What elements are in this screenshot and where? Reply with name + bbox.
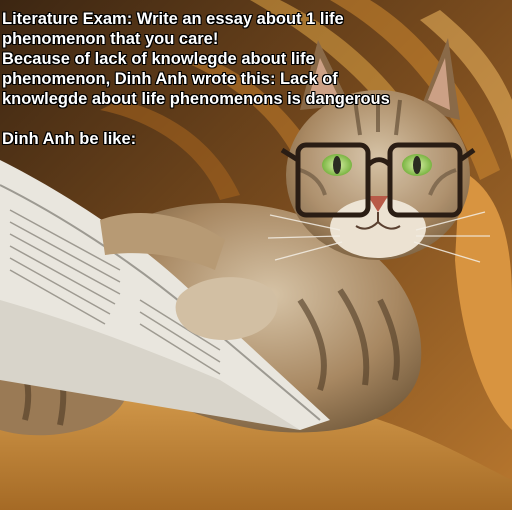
caption-line-2: phenomenon that you care! bbox=[2, 30, 219, 48]
caption-line-4: phenomenon, Dinh Anh wrote this: Lack of bbox=[2, 70, 338, 88]
caption-line-6: Dinh Anh be like: bbox=[2, 130, 137, 148]
caption-line-5: knowlegde about life phenomenons is dangerous bbox=[2, 90, 390, 108]
caption-line-1: Literature Exam: Write an essay about 1 life bbox=[2, 10, 344, 28]
caption-line-3: Because of lack of knowlegde about life bbox=[2, 50, 315, 68]
